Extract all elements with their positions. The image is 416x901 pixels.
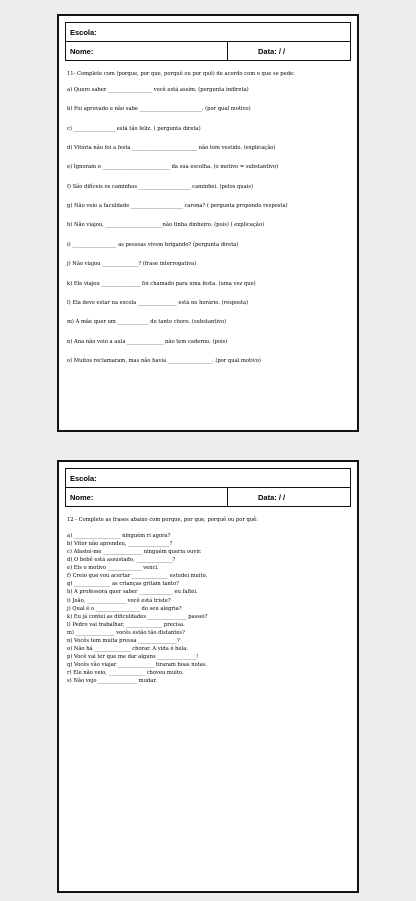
- name-label: Nome:: [66, 488, 228, 506]
- question-item: b) Foi aprovado e não sabe ________________________. (por qual motivo): [67, 106, 251, 113]
- school-row: [66, 469, 350, 488]
- name-date-row: [66, 42, 350, 60]
- question-item: k) Ele viajou _______________ foi chamado para uma festa. (uma vez que): [67, 280, 256, 287]
- question-item: b) Vitor não aprendeu, ________________?: [67, 540, 173, 547]
- instruction-text: 11- Complete com (porque, por que, porquê ou por quê) de acordo com o que se pede:: [67, 71, 295, 77]
- date-label: Data: / /: [258, 46, 286, 56]
- question-item: m) _______________ vocês estão tão distantes?: [67, 629, 185, 636]
- question-item: m) A mãe quer um ____________ de tanto choro. (substantivo): [67, 319, 227, 326]
- question-item: g) Não veio a faculdade ____________________ carona? ( pergunta propondo resposta): [67, 203, 288, 210]
- header-box: [65, 468, 351, 507]
- question-item: h) Não viajou, ______________________não tinha dinheiro. (pois) ( explicação): [67, 222, 265, 229]
- question-item: j) Qual é o _________________ do seu alegria?: [67, 605, 182, 612]
- question-list: [59, 86, 357, 377]
- question-item: i) João, _______________ você está triste?: [67, 597, 171, 604]
- date-label: Data: / /: [258, 492, 286, 502]
- name-label: Nome:: [66, 42, 228, 60]
- question-item: s) Não vejo _______________ mudar.: [67, 678, 157, 685]
- question-item: a) __________________ ninguém ri agora?: [67, 532, 171, 539]
- name-date-row: [66, 488, 350, 506]
- instruction-text: 12 - Complete as frases abaixo com porque, por que, porquê ou por quê:: [67, 517, 258, 523]
- question-item: l) Pedro vai trabalhar, ______________ precisa.: [67, 621, 185, 628]
- question-item: q) Vocês vão viajar ______________ tiraram boas notas.: [67, 662, 208, 669]
- question-item: d) Vitória não foi a festa _________________________ não tem vestido. (explicação): [67, 144, 276, 151]
- question-item: g) ______________ as crianças gritam tanto?: [67, 581, 179, 588]
- question-item: i) _________________ as pessoas vivem brigando? (pergunta direta): [67, 241, 239, 248]
- question-item: o) Não há ______________ chorar. A vida é bela.: [67, 646, 188, 653]
- school-row: [66, 23, 350, 42]
- question-item: f) Creio que vou acertar ______________ estudei muito.: [67, 573, 208, 580]
- worksheet-page-2: [57, 460, 359, 893]
- question-list: [59, 532, 357, 686]
- question-item: h) A professora quer saber _____________ eu faltei.: [67, 589, 198, 596]
- question-item: e) Eis o motivo _____________ venci.: [67, 565, 159, 572]
- question-item: n) Vocês tem muita pressa _______________?: [67, 637, 180, 644]
- worksheet-page-1: [57, 14, 359, 432]
- question-item: d) O bebê está assustado, ______________?: [67, 557, 176, 564]
- question-item: e) Ignoram o __________________________ da sua escolha. (o motivo = substantivo): [67, 164, 279, 171]
- question-item: j) Não viajou ______________? (frase interrogativa): [67, 261, 197, 268]
- question-item: k) Eu já contei as dificuldades _______________ passei?: [67, 613, 208, 620]
- question-item: l) Ela deve estar na escola _______________ está no horário. (resposta): [67, 300, 249, 307]
- question-item: o) Muitos reclamaram, mas não havia _________________. (por qual motivo): [67, 358, 261, 365]
- question-item: r) Ele não veio, ______________ choveu muito.: [67, 670, 184, 677]
- question-item: c) ________________ está tão feliz. ( pergunta direta): [67, 125, 201, 132]
- question-item: a) Quero saber _________________ você está assim. (pergunta indireta): [67, 86, 249, 93]
- school-label: Escola:: [70, 473, 97, 483]
- question-item: n) Ana não veio a aula ______________ não tem caderno. (pois): [67, 338, 228, 345]
- header-box: [65, 22, 351, 61]
- question-item: c) Afastei-me _______________ ninguém queria ouvir.: [67, 548, 202, 555]
- question-item: p) Você vai ter que me dar alguns _______________!: [67, 654, 199, 661]
- school-label: Escola:: [70, 27, 97, 37]
- question-item: f) São difíceis os caminhos ____________________ caminhei. (pelos quais): [67, 183, 254, 190]
